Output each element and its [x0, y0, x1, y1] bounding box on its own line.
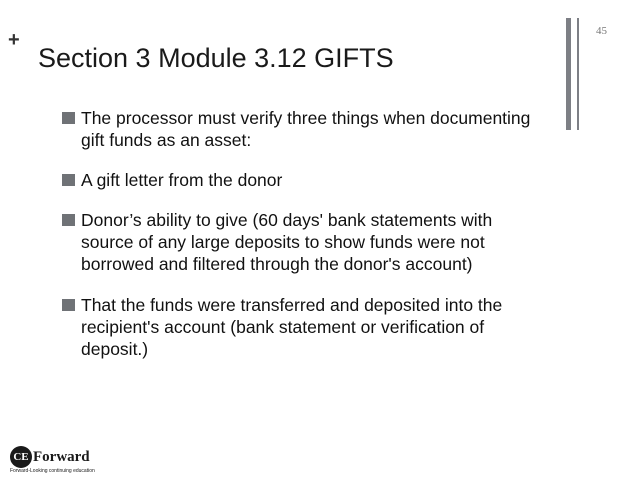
logo-wordmark: Forward [33, 449, 90, 465]
accent-bar-thin [577, 18, 579, 130]
accent-bar-thick [566, 18, 571, 130]
bullet-text: Donor’s ability to give (60 days' bank statements with source of any large deposits to show funds were not borrowed and filtered through the donor's account) [81, 210, 493, 274]
page-number: 45 [596, 25, 607, 37]
square-bullet-icon [62, 214, 75, 226]
bullet-text: A gift letter from the donor [81, 170, 283, 190]
corner-plus-mark: + [8, 29, 20, 51]
slide-title: Section 3 Module 3.12 GIFTS [38, 43, 394, 73]
logo-badge: CE [10, 446, 32, 468]
logo-tagline: Forward-Looking continuing education [10, 468, 95, 474]
bullet-text: The processor must verify three things when documenting gift funds as an asset: [81, 108, 531, 150]
bullet-item [62, 169, 532, 191]
bullet-item [62, 209, 532, 275]
bullet-text: That the funds were transferred and deposited into the recipient's account (bank statement or verification of deposit.) [81, 295, 503, 359]
ce-forward-logo [10, 446, 110, 474]
bullet-list [62, 107, 532, 378]
bullet-item [62, 107, 532, 151]
bullet-item [62, 294, 532, 360]
square-bullet-icon [62, 299, 75, 311]
square-bullet-icon [62, 112, 75, 124]
square-bullet-icon [62, 174, 75, 186]
